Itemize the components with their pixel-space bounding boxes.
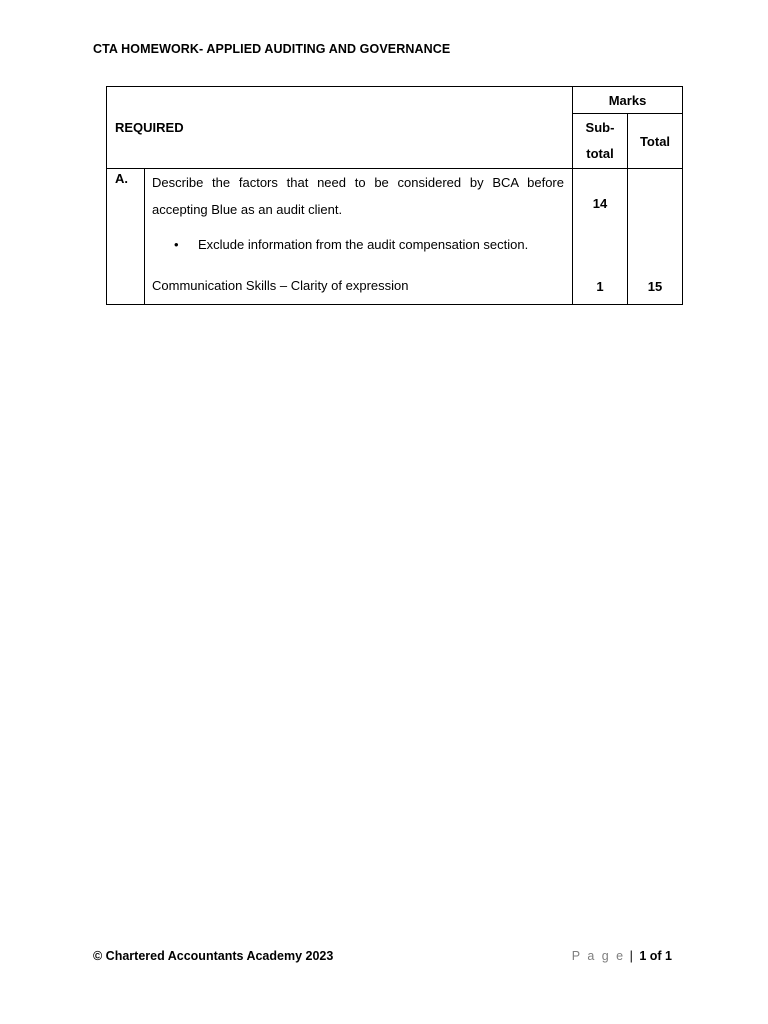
question-description: Describe the factors that need to be considered by BCA before accepting Blue as an audit client. <box>152 175 564 217</box>
footer-copyright: © Chartered Accountants Academy 2023 <box>93 949 334 963</box>
bullet-text: Exclude information from the audit compensation section. <box>198 237 529 252</box>
footer-page-number: 1 of 1 <box>639 949 672 963</box>
subtotal-heading-line2: total <box>586 146 614 161</box>
subtotal-marks-cell <box>573 169 628 305</box>
question-row <box>107 169 683 305</box>
bullet-dot-icon: • <box>174 237 179 252</box>
communication-skills: Communication Skills – Clarity of expression <box>152 278 409 293</box>
document-header: CTA HOMEWORK- APPLIED AUDITING AND GOVERNANCE <box>93 42 451 56</box>
bullet-item <box>152 236 564 254</box>
total-value: 15 <box>647 279 663 294</box>
question-label: A. <box>107 169 145 305</box>
question-description-cell <box>145 169 573 305</box>
footer-page-word: P a g e <box>571 949 626 963</box>
total-heading: Total <box>628 114 683 169</box>
table-header-row <box>107 87 683 114</box>
subtotal-heading <box>573 114 628 169</box>
footer-separator: | <box>629 949 633 963</box>
subtotal-heading-line1: Sub- <box>585 120 615 135</box>
marks-heading: Marks <box>573 87 683 114</box>
required-heading: REQUIRED <box>107 87 573 169</box>
total-marks-cell <box>628 169 683 305</box>
footer-page-indicator <box>572 949 672 963</box>
subtotal-comm-value: 1 <box>596 279 604 294</box>
subtotal-main-value: 14 <box>592 196 608 211</box>
requirements-table <box>106 86 683 305</box>
